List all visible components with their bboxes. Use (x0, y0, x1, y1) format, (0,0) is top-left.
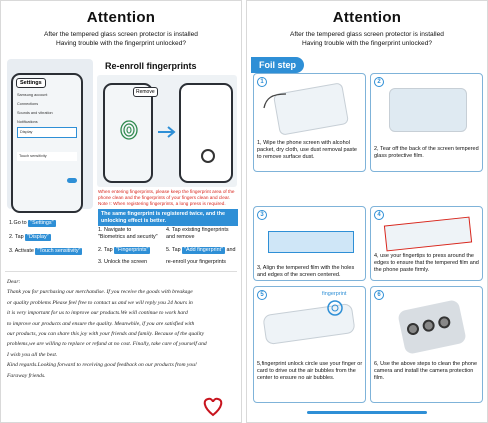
step-number: 6 (374, 290, 384, 300)
step-cell-4 (370, 206, 483, 281)
letter-line: it is very important for us to improve our products.We will continue to work hard (7, 310, 188, 317)
step-number: 1 (257, 77, 267, 87)
left-subtitle-2: Having trouble with the fingerprint unlocked? (55, 40, 187, 47)
fingerprints-tag: "Fingerprints" (116, 247, 149, 253)
left-title: Attention (86, 9, 156, 26)
step-caption: 3, Align the tempered film with the holes and edges of the screen centered. (257, 265, 355, 278)
camera-illustration (397, 299, 467, 355)
arrow-right-icon (156, 125, 178, 139)
step-r1b: "Biometrics and security" (98, 234, 158, 240)
reenroll-title: Re-enroll fingerprints (105, 61, 197, 71)
right-foil-panel (246, 0, 488, 423)
step-r4: 4. Tap existing fingerprints and remove (166, 227, 229, 240)
settings-menu (17, 91, 77, 161)
settings-phone (11, 73, 83, 213)
step-caption: 6, Use the above steps to clean the phone camera and install the camera protection film. (374, 361, 478, 381)
step-r2: 2. Tap "Fingerprints" (98, 247, 149, 253)
settings-callout: Settings (16, 78, 46, 88)
camera-lens-icon (437, 315, 451, 329)
settings-tag: "Settings" (30, 220, 54, 226)
step-number: 5 (257, 290, 267, 300)
step-caption: 4, use your fingertips to press around the edges to ensure that the tempered film and the phone paste firmly. (374, 253, 479, 273)
step-cell-2 (370, 73, 483, 172)
touch-tag: "Touch sensitivity" (37, 248, 81, 254)
right-subtitle-1: After the tempered glass screen protector is installed (290, 31, 444, 38)
fingerprint-icon (119, 119, 139, 141)
reenroll-phone-2 (179, 83, 233, 183)
step-3: 3. Activate "Touch sensitivity" (9, 248, 81, 254)
letter-line: I wish you all the best. (7, 351, 58, 358)
step-1: 1.Go to "Settings" (9, 220, 54, 226)
letter-line: to improve our products and ensure the quality. Meanwhile, if you are satisfied with (7, 320, 195, 327)
hand-icon (262, 90, 288, 110)
step-number: 3 (257, 210, 267, 220)
step-r3: 3. Unlock the screen (98, 259, 148, 265)
step-cell-5 (253, 286, 366, 403)
step-caption: 1, Wipe the phone screen with alcohol packet, dry cloth, use dust removal paste to remove surface dust. (257, 140, 357, 160)
glass-film-illustration (389, 88, 467, 132)
step-number: 4 (374, 210, 384, 220)
warning-text: When entering fingerprints, please keep the fingerprint area of the phone clean and the fingerprints of your fingers clean and clear. Note !: When registering fingerprints, a long press is required. (98, 189, 235, 206)
thank-you-letter (7, 277, 236, 381)
menu-item: Sounds and vibration (17, 111, 53, 115)
left-instruction-panel (0, 0, 242, 423)
step-r1: 1. Navigate to (98, 227, 132, 233)
press-edges-illustration (384, 217, 472, 252)
step-r6: re-enroll your fingerprints (166, 259, 226, 265)
reenroll-phone-1 (103, 83, 153, 183)
camera-lens-icon (422, 319, 436, 333)
letter-line: problems,we are willing to replace or refund at no cost. Finally, take care of yourself and (7, 341, 207, 348)
letter-line: or quality problems Please feel free to contact us and we will reply you 24 hours in (7, 299, 193, 306)
menu-item: Connections (17, 102, 39, 106)
letter-line: Faraway friends. (7, 372, 46, 379)
bottom-accent-bar (307, 411, 427, 414)
fingerprint-label: fingerprint (322, 291, 347, 297)
foil-step-banner: Foil step (251, 57, 304, 73)
heart-icon (201, 395, 225, 417)
blue-note: The same fingerprint is registered twice, and the unlocking effect is better. (98, 209, 238, 226)
right-title: Attention (332, 9, 402, 26)
add-fingerprint-tag: "Add fingerprint" (184, 247, 223, 253)
menu-item: Samsung account (17, 93, 48, 97)
letter-line: our products, you can share this joy with your friends and family. Because of the quality (7, 331, 205, 338)
left-subtitle-1: After the tempered glass screen protector is installed (44, 31, 198, 38)
step-number: 2 (374, 77, 384, 87)
remove-callout: Remove (133, 87, 158, 97)
step-cell-1 (253, 73, 366, 172)
menu-item: Notifications (17, 120, 38, 124)
step-cell-3 (253, 206, 366, 281)
right-subtitle-2: Having trouble with the fingerprint unlocked? (301, 40, 433, 47)
menu-item-display: Display (17, 127, 77, 138)
letter-line: Dear: (7, 279, 21, 285)
step-caption: 5,fingerprint unlock circle use your finger or card to drive out the air bubbles from the center to ensure no air bubbles. (257, 361, 363, 381)
step-caption: 2, Tear off the back of the screen tempered glass protective film. (374, 146, 479, 159)
letter-line: Thank you for purchasing our merchandise. If you receive the goods with breakage (7, 289, 193, 296)
display-tag: "Display" (27, 234, 49, 240)
fingerprint-circle-icon (326, 299, 344, 317)
toggle-icon (67, 178, 77, 183)
step-r5: 5. Tap "Add fingerprint" and (166, 247, 236, 253)
camera-lens-icon (406, 322, 420, 336)
align-illustration (268, 231, 354, 253)
menu-item-touch: Touch sensitivity (17, 152, 77, 161)
divider (5, 271, 237, 272)
step-cell-6 (370, 286, 483, 403)
letter-line: Kind regards.Looking forward to receiving good feedback on our products from you! (7, 362, 197, 369)
step-2: 2. Tap "Display" (9, 234, 49, 240)
